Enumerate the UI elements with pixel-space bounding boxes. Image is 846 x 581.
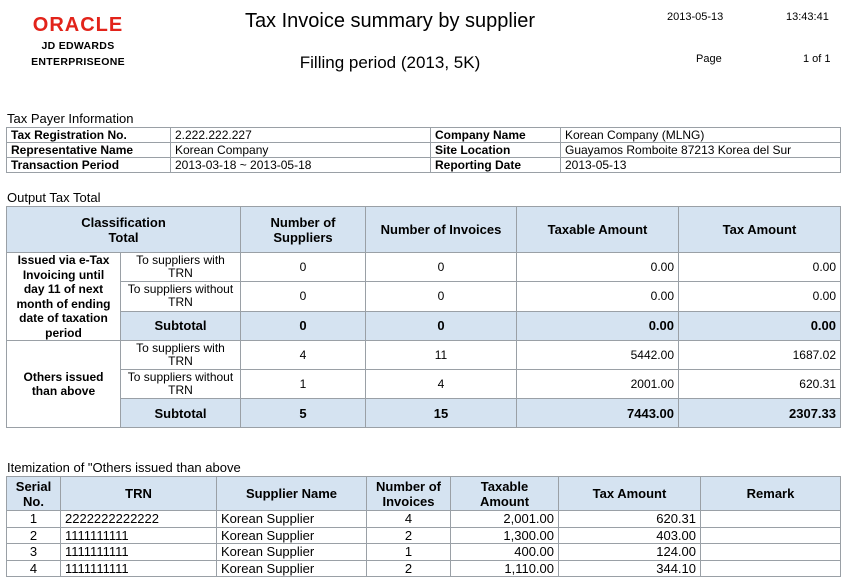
col-invoices: Number of Invoices [367, 477, 451, 511]
cell-serial: 4 [7, 560, 61, 577]
col-tax: Tax Amount [559, 477, 701, 511]
col-num-suppliers: Number of Suppliers [241, 207, 366, 253]
company-label: Company Name [431, 128, 561, 143]
report-date-label: Reporting Date [431, 158, 561, 173]
cell-suppliers: 0 [241, 253, 366, 282]
table-row [7, 128, 841, 143]
col-taxable: Taxable Amount [451, 477, 559, 511]
cell-taxable: 0.00 [517, 282, 679, 311]
table-row [7, 544, 841, 561]
cell-invoices: 4 [367, 511, 451, 528]
cell-trn: 1111111111 [61, 544, 217, 561]
page-label: Page [696, 53, 722, 65]
cell-invoices: 0 [366, 253, 517, 282]
table-header-row [7, 207, 841, 253]
cell-tax: 124.00 [559, 544, 701, 561]
sub-label: To suppliers with TRN [121, 341, 241, 370]
cell-taxable: 1,300.00 [451, 527, 559, 544]
cell-trn: 1111111111 [61, 527, 217, 544]
cell-taxable: 400.00 [451, 544, 559, 561]
page-value: 1 of 1 [803, 53, 831, 65]
cell-invoices: 4 [366, 370, 517, 399]
table-row [7, 143, 841, 158]
cell-trn: 2222222222222 [61, 511, 217, 528]
table-row [7, 158, 841, 173]
cell-invoices: 0 [366, 311, 517, 340]
cell-taxable: 5442.00 [517, 341, 679, 370]
period-value: 2013-03-18 ~ 2013-05-18 [171, 158, 431, 173]
cell-supplier: Korean Supplier [217, 511, 367, 528]
subtotal-label: Subtotal [121, 399, 241, 428]
company-value: Korean Company (MLNG) [561, 128, 841, 143]
cell-remark [701, 544, 841, 561]
cell-supplier: Korean Supplier [217, 544, 367, 561]
report-date-value: 2013-05-13 [561, 158, 841, 173]
col-taxable: Taxable Amount [517, 207, 679, 253]
cell-invoices: 2 [367, 527, 451, 544]
cell-remark [701, 560, 841, 577]
site-label: Site Location [431, 143, 561, 158]
sub-label: To suppliers with TRN [121, 253, 241, 282]
group-etax-label: Issued via e-Tax Invoicing until day 11 of next month of ending date of taxation period [7, 253, 121, 341]
table-row [7, 282, 841, 311]
cell-suppliers: 4 [241, 341, 366, 370]
rep-label: Representative Name [7, 143, 171, 158]
cell-remark [701, 511, 841, 528]
cell-suppliers: 0 [241, 311, 366, 340]
col-trn: TRN [61, 477, 217, 511]
cell-suppliers: 5 [241, 399, 366, 428]
group-others-label: Others issued than above [7, 341, 121, 428]
cell-invoices: 2 [367, 560, 451, 577]
report-subtitle: Filling period (2013, 5K) [299, 53, 481, 72]
col-num-invoices: Number of Invoices [366, 207, 517, 253]
cell-invoices: 0 [366, 282, 517, 311]
cell-taxable: 0.00 [517, 311, 679, 340]
table-row [7, 560, 841, 577]
report-title: Tax Invoice summary by supplier [244, 10, 536, 32]
sub-label: To suppliers without TRN [121, 282, 241, 311]
cell-tax: 1687.02 [679, 341, 841, 370]
col-tax: Tax Amount [679, 207, 841, 253]
col-supplier: Supplier Name [217, 477, 367, 511]
taxpayer-table [6, 127, 841, 173]
rep-value: Korean Company [171, 143, 431, 158]
cell-invoices: 1 [367, 544, 451, 561]
subtotal-row [7, 311, 841, 340]
taxpayer-section-title: Tax Payer Information [7, 111, 134, 126]
logo-oracle-text: ORACLE [32, 14, 124, 36]
cell-taxable: 1,110.00 [451, 560, 559, 577]
tax-reg-value: 2.222.222.227 [171, 128, 431, 143]
logo-enterpriseone-text: ENTERPRISEONE [31, 56, 125, 68]
report-date: 2013-05-13 [667, 11, 724, 23]
cell-serial: 3 [7, 544, 61, 561]
logo-jde-text: JD EDWARDS [41, 40, 115, 52]
table-row [7, 370, 841, 399]
table-header-row [7, 477, 841, 511]
site-value: Guayamos Romboite 87213 Korea del Sur [561, 143, 841, 158]
itemization-section-title: Itemization of "Others issued than above [7, 460, 241, 475]
table-row [7, 341, 841, 370]
report-time: 13:43:41 [786, 11, 829, 23]
cell-taxable: 2,001.00 [451, 511, 559, 528]
cell-tax: 620.31 [679, 370, 841, 399]
cell-suppliers: 0 [241, 282, 366, 311]
oracle-jde-logo [18, 14, 138, 68]
cell-tax: 403.00 [559, 527, 701, 544]
cell-trn: 1111111111 [61, 560, 217, 577]
cell-supplier: Korean Supplier [217, 560, 367, 577]
cell-invoices: 11 [366, 341, 517, 370]
output-tax-table [6, 206, 841, 428]
col-remark: Remark [701, 477, 841, 511]
cell-remark [701, 527, 841, 544]
table-row [7, 511, 841, 528]
cell-tax: 2307.33 [679, 399, 841, 428]
col-serial: Serial No. [7, 477, 61, 511]
cell-suppliers: 1 [241, 370, 366, 399]
cell-supplier: Korean Supplier [217, 527, 367, 544]
cell-serial: 1 [7, 511, 61, 528]
cell-taxable: 2001.00 [517, 370, 679, 399]
table-row [7, 253, 841, 282]
cell-tax: 0.00 [679, 282, 841, 311]
cell-serial: 2 [7, 527, 61, 544]
sub-label: To suppliers without TRN [121, 370, 241, 399]
cell-tax: 620.31 [559, 511, 701, 528]
table-row [7, 527, 841, 544]
subtotal-label: Subtotal [121, 311, 241, 340]
period-label: Transaction Period [7, 158, 171, 173]
cell-taxable: 0.00 [517, 253, 679, 282]
cell-taxable: 7443.00 [517, 399, 679, 428]
tax-reg-label: Tax Registration No. [7, 128, 171, 143]
itemization-table [6, 476, 841, 577]
subtotal-row [7, 399, 841, 428]
output-section-title: Output Tax Total [7, 190, 101, 205]
cell-invoices: 15 [366, 399, 517, 428]
cell-tax: 0.00 [679, 253, 841, 282]
col-classification: Classification Total [7, 207, 241, 253]
cell-tax: 344.10 [559, 560, 701, 577]
cell-tax: 0.00 [679, 311, 841, 340]
